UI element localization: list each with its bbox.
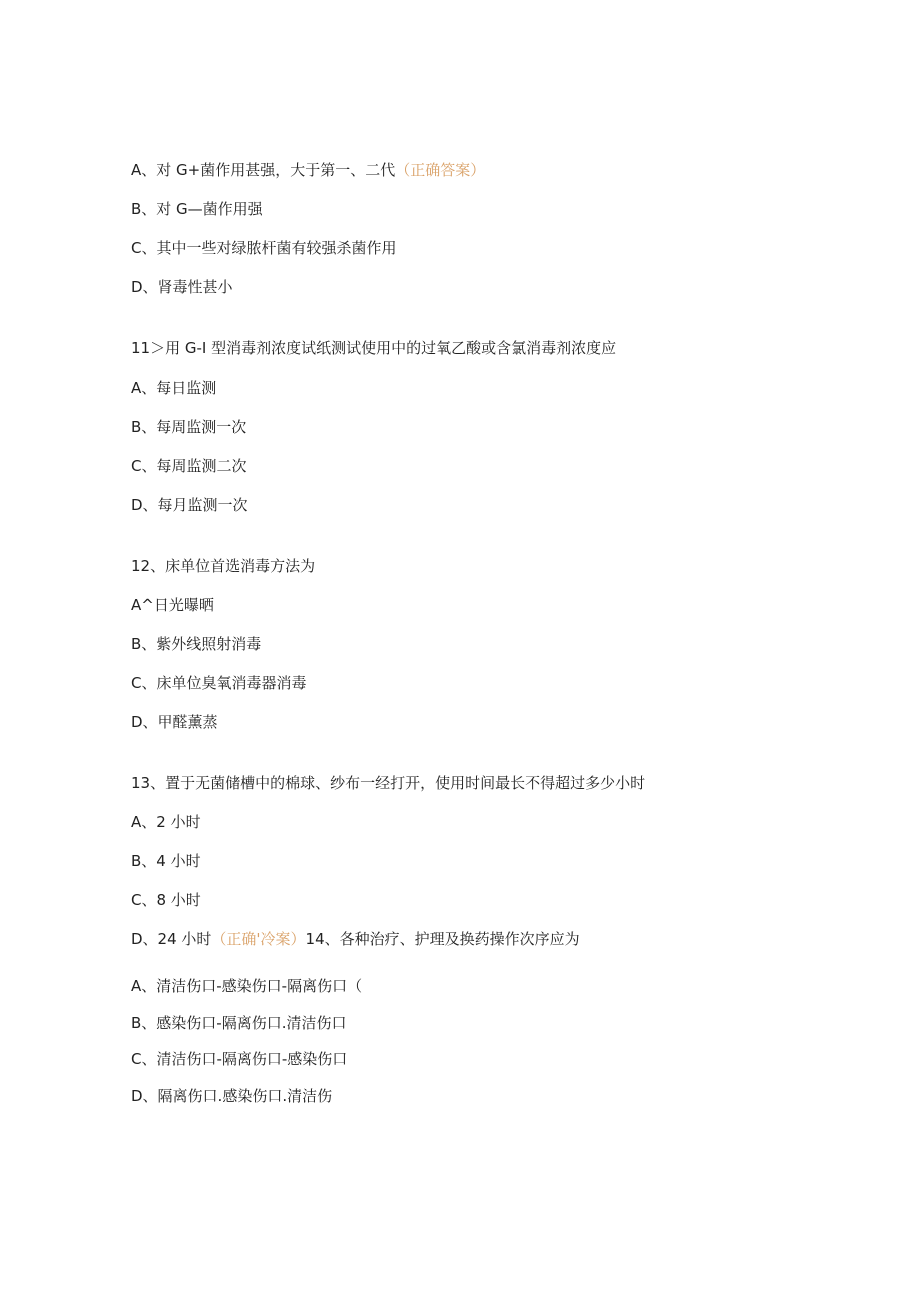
q11-option-c: C、每周监测二次 xyxy=(131,457,247,475)
q14-option-a: A、清洁伤口-感染伤口-隔离伤口（ xyxy=(131,977,363,995)
q13-option-c: C、8 小时 xyxy=(131,891,201,909)
q13-question: 13、置于无菌储槽中的棉球、纱布一经打开，使用时间最长不得超过多少小时 xyxy=(131,774,646,792)
q10-option-a-text: A、对 G+菌作用甚强，大于第一、二代 xyxy=(131,161,396,179)
q10-option-a xyxy=(131,160,485,180)
q12-question: 12、床单位首选消毒方法为 xyxy=(131,557,316,575)
correct-answer-mark: （正确答案） xyxy=(395,161,486,179)
q11-option-b: B、每周监测一次 xyxy=(131,418,247,436)
q14-option-b: B、感染伤口-隔离伤口.清洁伤口 xyxy=(131,1014,347,1032)
correct-answer-mark: （正确'冷案） xyxy=(211,930,306,948)
q14-option-c: C、清洁伤口-隔离伤口-感染伤口 xyxy=(131,1050,348,1068)
q11-option-a: A、每日监测 xyxy=(131,379,217,397)
q13-option-b: B、4 小时 xyxy=(131,852,201,870)
q10-option-d: D、肾毒性甚小 xyxy=(131,278,233,296)
q10-option-b: B、对 G—菌作用强 xyxy=(131,200,263,218)
q12-option-c: C、床单位臭氧消毒器消毒 xyxy=(131,674,307,692)
q11-question: 11＞用 G-I 型消毒剂浓度试纸测试使用中的过氧乙酸或含氯消毒剂浓度应 xyxy=(131,339,617,357)
q12-option-d: D、甲醛薰蒸 xyxy=(131,713,218,731)
q13-option-a: A、2 小时 xyxy=(131,813,201,831)
q13-option-d-text: D、24 小时 xyxy=(131,930,212,948)
q12-option-a: A^日光曝晒 xyxy=(131,596,214,614)
q10-option-c: C、其中一些对绿脓杆菌有较强杀菌作用 xyxy=(131,239,397,257)
q13-option-d xyxy=(131,929,580,949)
q11-option-d: D、每月监测一次 xyxy=(131,496,248,514)
q14-question: 14、各种治疗、护理及换药操作次序应为 xyxy=(305,930,580,948)
q12-option-b: B、紫外线照射消毒 xyxy=(131,635,262,653)
q14-option-d: D、隔离伤口.感染伤口.清洁伤 xyxy=(131,1087,333,1105)
